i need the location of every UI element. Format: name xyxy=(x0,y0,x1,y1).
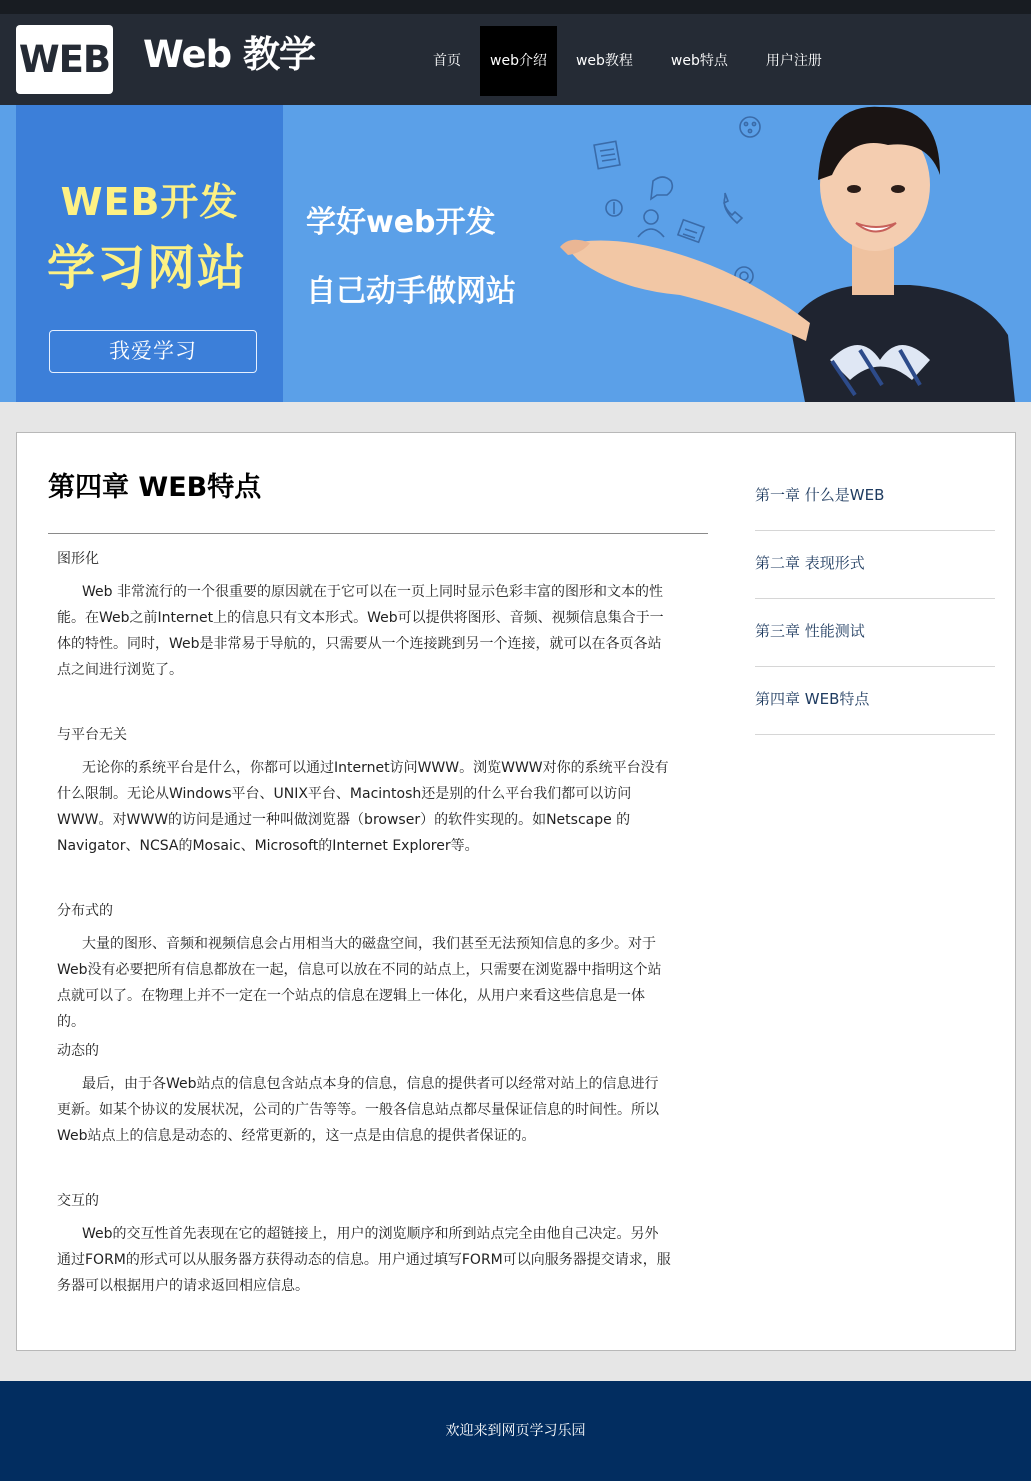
footer-text: 欢迎来到网页学习乐园 xyxy=(445,1423,586,1439)
title-prefix: 第四章 xyxy=(48,472,139,503)
section-heading: 图形化 xyxy=(57,551,99,567)
site-header xyxy=(0,14,1031,105)
sidebar-item-chapter-1[interactable]: 第一章 什么是WEB xyxy=(755,463,995,531)
site-footer xyxy=(0,1381,1031,1481)
section-body: Web 非常流行的一个很重要的原因就在于它可以在一页上同时显示色彩丰富的图形和文本的性能。在Web之前Internet上的信息只有文本形式。Web可以提供将图形、音频、视频信息集合于一体的特性。同时，Web是非常易于导航的，只需要从一个连接跳到另一个连接，就可以在各页各站点之间进行浏览了。 xyxy=(57,584,664,678)
hero-banner xyxy=(0,105,1031,402)
title-divider xyxy=(48,533,708,534)
love-learning-button[interactable]: 我爱学习 xyxy=(49,330,257,373)
section-body: 大量的图形、音频和视频信息会占用相当大的磁盘空间，我们甚至无法预知信息的多少。对于Web没有必要把所有信息都放在一起，信息可以放在不同的站点上，只需要在浏览器中指明这个站点就可以了。在物理上并不一定在一个站点的信息在逻辑上一体化，从用户来看这些信息是一体的。 xyxy=(57,936,662,1030)
sidebar-item-chapter-4[interactable]: 第四章 WEB特点 xyxy=(755,667,995,735)
section-heading: 动态的 xyxy=(57,1043,99,1059)
main-content xyxy=(16,432,1016,1351)
site-logo[interactable]: WEB xyxy=(16,25,113,94)
message-icon xyxy=(678,220,704,243)
banner-heading-2: 学习网站 xyxy=(46,240,247,296)
chat-icon xyxy=(651,177,672,199)
nav-web-intro[interactable]: web介绍 xyxy=(480,26,557,96)
sidebar-item-chapter-3[interactable]: 第三章 性能测试 xyxy=(755,599,995,667)
section-heading: 与平台无关 xyxy=(57,727,127,743)
nav-register[interactable]: 用户注册 xyxy=(765,53,822,69)
user-icon xyxy=(638,210,664,237)
section-heading: 分布式的 xyxy=(57,903,113,919)
section-body: Web的交互性首先表现在它的超链接上，用户的浏览顺序和所到站点完全由他自己决定。另外通过FORM的形式可以从服务器方获得动态的信息。用户通过填写FORM可以向服务器提交请求，服务器可以根据用户的请求返回相应信息。 xyxy=(57,1226,671,1294)
top-strip xyxy=(0,0,1031,14)
share-icon xyxy=(740,117,760,137)
chapter-sidebar xyxy=(755,463,995,735)
nav-web-features[interactable]: web特点 xyxy=(670,53,728,69)
nav-web-tutorial[interactable]: web教程 xyxy=(575,53,633,69)
document-icon xyxy=(594,141,620,168)
page-title xyxy=(48,465,261,504)
dollar-icon xyxy=(606,200,622,216)
main-nav xyxy=(414,26,841,96)
banner-slogan-2: 自己动手做网站 xyxy=(306,274,516,309)
banner-left-panel xyxy=(16,105,283,402)
nav-home[interactable]: 首页 xyxy=(433,53,461,69)
banner-slogan-1: 学好web开发 xyxy=(306,205,496,240)
sidebar-item-chapter-2[interactable]: 第二章 表现形式 xyxy=(755,531,995,599)
section-body: 最后，由于各Web站点的信息包含站点本身的信息，信息的提供者可以经常对站上的信息进行更新。如某个协议的发展状况，公司的广告等等。一般各信息站点都尽量保证信息的时间性。所以Web站点上的信息是动态的、经常更新的，这一点是由信息的提供者保证的。 xyxy=(57,1076,659,1144)
banner-illustration xyxy=(560,105,1031,402)
banner-heading-1: WEB开发 xyxy=(60,180,239,224)
title-suffix: 特点 xyxy=(207,472,262,503)
phone-icon xyxy=(724,193,742,223)
title-bold: WEB xyxy=(138,472,208,503)
site-title: Web 教学 xyxy=(143,33,315,76)
presenter-figure xyxy=(560,107,1015,402)
section-body: 无论你的系统平台是什么，你都可以通过Internet访问WWW。浏览WWW对你的系统平台没有什么限制。无论从Windows平台、UNIX平台、Macintosh还是别的什么平台我们都可以访问WWW。对WWW的访问是通过一种叫做浏览器（browser）的软件实现的。如Netscape 的Navigator、NCSA的Mosaic、Microsoft的Internet Explorer等。 xyxy=(57,760,669,854)
section-heading: 交互的 xyxy=(57,1193,99,1209)
